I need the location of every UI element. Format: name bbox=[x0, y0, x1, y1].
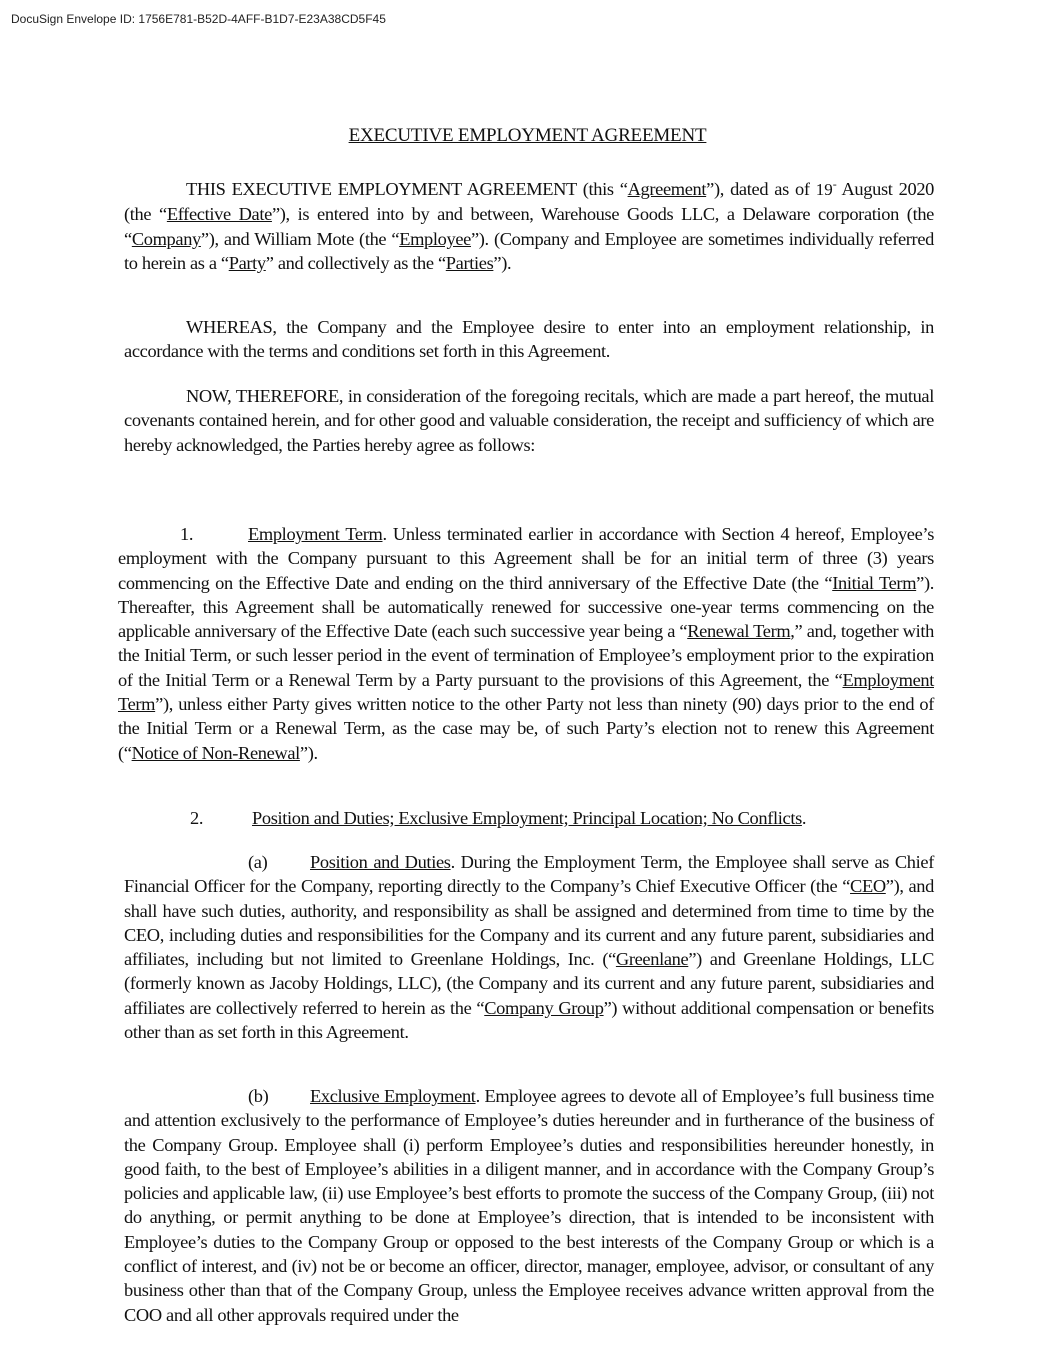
docusign-envelope-id: DocuSign Envelope ID: 1756E781-B52D-4AFF-B1D7-E23A38CD5F45 bbox=[11, 12, 386, 26]
whereas-paragraph: WHEREAS, the Company and the Employee desire to enter into an employment relationship, in accordance with the terms and conditions set forth in this Agreement. bbox=[124, 317, 934, 362]
now-therefore-paragraph: NOW, THEREFORE, in consideration of the foregoing recitals, which are made a part hereof, the mutual covenants contained herein, and for other good and valuable consideration, the receipt and sufficiency of which are hereby acknowledged, the Parties hereby agree as follows: bbox=[124, 386, 934, 455]
preamble-paragraph: THIS EXECUTIVE EMPLOYMENT AGREEMENT (this “Agreement”), dated as of 19- August 2020 (the “Effective Date”), is entered into by and between, Warehouse Goods LLC, a Delaware corporation (the “Company”), and William Mote (the “Employee”). (Company and Employee are sometimes individually referred to herein as a “Party” and collectively as the “Parties”). bbox=[124, 177, 935, 274]
document-title: EXECUTIVE EMPLOYMENT AGREEMENT bbox=[348, 125, 707, 146]
section-2a-position-and-duties: (a) Position and Duties. During the Employment Term, the Employee shall serve as Chief Financial Officer for the Company, reporting directly to the Company’s Chief Executive Officer (the “CEO”), and shall have such duties, authority, and responsibility as shall be assigned and determined from time to time by the CEO, including duties and responsibilities for the Company and its current and any future parent, subsidiaries and affiliates, including but not limited to Greenlane Holdings, Inc. (“Greenlane”) and Greenlane Holdings, LLC (formerly known as Jacoby Holdings, LLC), (the Company and its current and any future parent, subsidiaries and affiliates are collectively referred to herein as the “Company Group”) without additional compensation or benefits other than as set forth in this Agreement. bbox=[124, 852, 934, 1043]
section-1-employment-term: 1. Employment Term. Unless terminated earlier in accordance with Section 4 hereof, Employee’s employment with the Company pursuant to this Agreement shall be for an initial term of three (3) years commencing on the Effective Date and ending on the third anniversary of the Effective Date (the “Initial Term”). Thereafter, this Agreement shall be automatically renewed for successive one-year terms commencing on the applicable anniversary of the Effective Date (each such successive year being a “Renewal Term,” and, together with the Initial Term, or such lesser period in the event of termination of Employee’s employment prior to the expiration of the Initial Term or a Renewal Term by a Party pursuant to the provisions of this Agreement, the “Employment Term”), unless either Party gives written notice to the other Party not less than ninety (90) days prior to the end of the Initial Term or a Renewal Term, as the case may be, of such Party’s election not to renew this Agreement (“Notice of Non-Renewal”). bbox=[118, 524, 935, 763]
section-2-heading: 2. Position and Duties; Exclusive Employment; Principal Location; No Conflicts. bbox=[190, 808, 807, 828]
section-2b-exclusive-employment: (b) Exclusive Employment. Employee agrees to devote all of Employee’s full business time and attention exclusively to the performance of Employee’s duties hereunder and in furtherance of the business of the Company Group. Employee shall (i) perform Employee’s duties and responsibilities hereunder honestly, in good faith, to the best of Employee’s abilities in a diligent manner, and in accordance with the Company Group’s policies and applicable law, (ii) use Employee’s best efforts to promote the success of the Company Group, (iii) not do anything, or permit anything to be done at Employee’s direction, that is intended to be inconsistent with Employee’s duties to the Company Group or opposed to the best interests of the Company Group or which is a conflict of interest, and (iv) not be or become an officer, director, manager, employee, advisor, or consultant of any business other than that of the Company Group, unless the Employee receives advance written approval from the COO and all other approvals required under the bbox=[124, 1086, 934, 1325]
